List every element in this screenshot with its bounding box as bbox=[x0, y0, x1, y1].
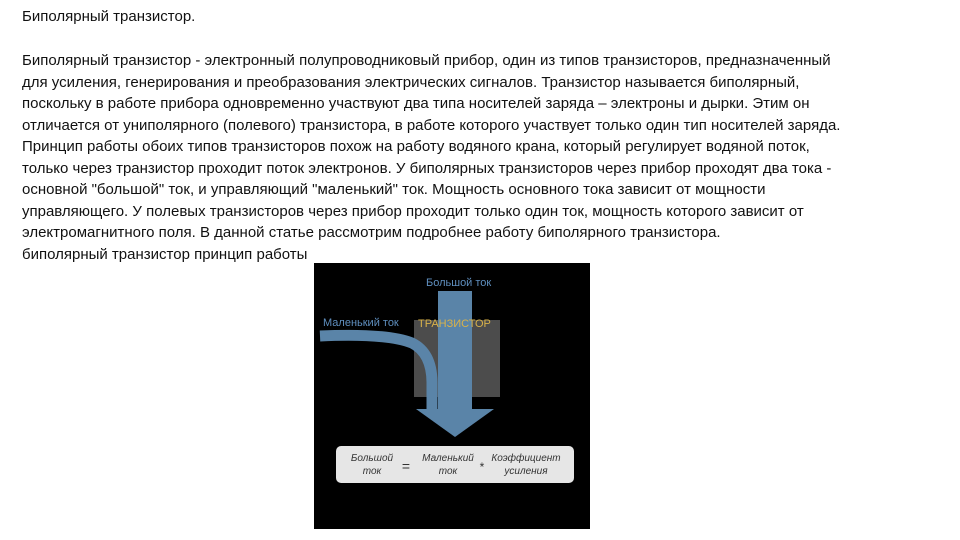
big-current-label: Большой ток bbox=[426, 277, 492, 289]
paragraph-line: Принцип работы обоих типов транзисторов похож на работу водяного крана, который регулирует водяной поток, bbox=[22, 138, 810, 155]
paragraph-line: только через транзистор проходит поток электронов. У биполярных транзисторов через прибор проходят два тока - bbox=[22, 159, 832, 177]
paragraph-line: отличается от униполярного (полевого) транзистора, в работе которого участвует только один тип носителей заряда. bbox=[22, 116, 841, 134]
formula-rhs-line1: Коэффициент bbox=[491, 453, 561, 464]
paragraph-line: управляющего. У полевых транзисторов через прибор проходит только один ток, мощность которого зависит от bbox=[22, 202, 804, 220]
transistor-principle-figure bbox=[314, 263, 590, 529]
formula-equals: = bbox=[401, 458, 411, 474]
slide-title: Биполярный транзистор. bbox=[22, 8, 196, 25]
paragraph-line: поскольку в работе прибора одновременно участвуют два типа носителей заряда – электроны и дырки. Этим он bbox=[22, 95, 810, 112]
paragraph-line: для усиления, генерирования и преобразования электрических сигналов. Транзистор называется биполярный, bbox=[22, 73, 800, 91]
paragraph-line: Биполярный транзистор - электронный полупроводниковый прибор, один из типов транзисторов, предназначенный bbox=[22, 52, 831, 69]
formula-times: * bbox=[479, 460, 485, 474]
transistor-diagram bbox=[314, 263, 590, 529]
small-current-label: Маленький ток bbox=[323, 317, 399, 329]
body-paragraph bbox=[22, 50, 938, 265]
formula-lhs-line2: ток bbox=[362, 466, 382, 477]
transistor-label: ТРАНЗИСТОР bbox=[418, 318, 491, 330]
formula-box bbox=[336, 446, 574, 483]
formula-lhs-line1: Большой bbox=[350, 453, 394, 464]
formula-mid-line2: ток bbox=[438, 466, 458, 477]
paragraph-line: основной "большой" ток, и управляющий "маленький" ток. Мощность основного тока зависит от мощности bbox=[22, 181, 766, 198]
paragraph-line: электромагнитного поля. В данной статье рассмотрим подробнее работу биполярного транзистора. bbox=[22, 224, 721, 241]
formula-mid-line1: Маленький bbox=[422, 453, 474, 464]
formula-rhs-line2: усиления bbox=[504, 466, 548, 477]
big-current-stream bbox=[438, 291, 472, 411]
paragraph-line: биполярный транзистор принцип работы bbox=[22, 245, 308, 263]
